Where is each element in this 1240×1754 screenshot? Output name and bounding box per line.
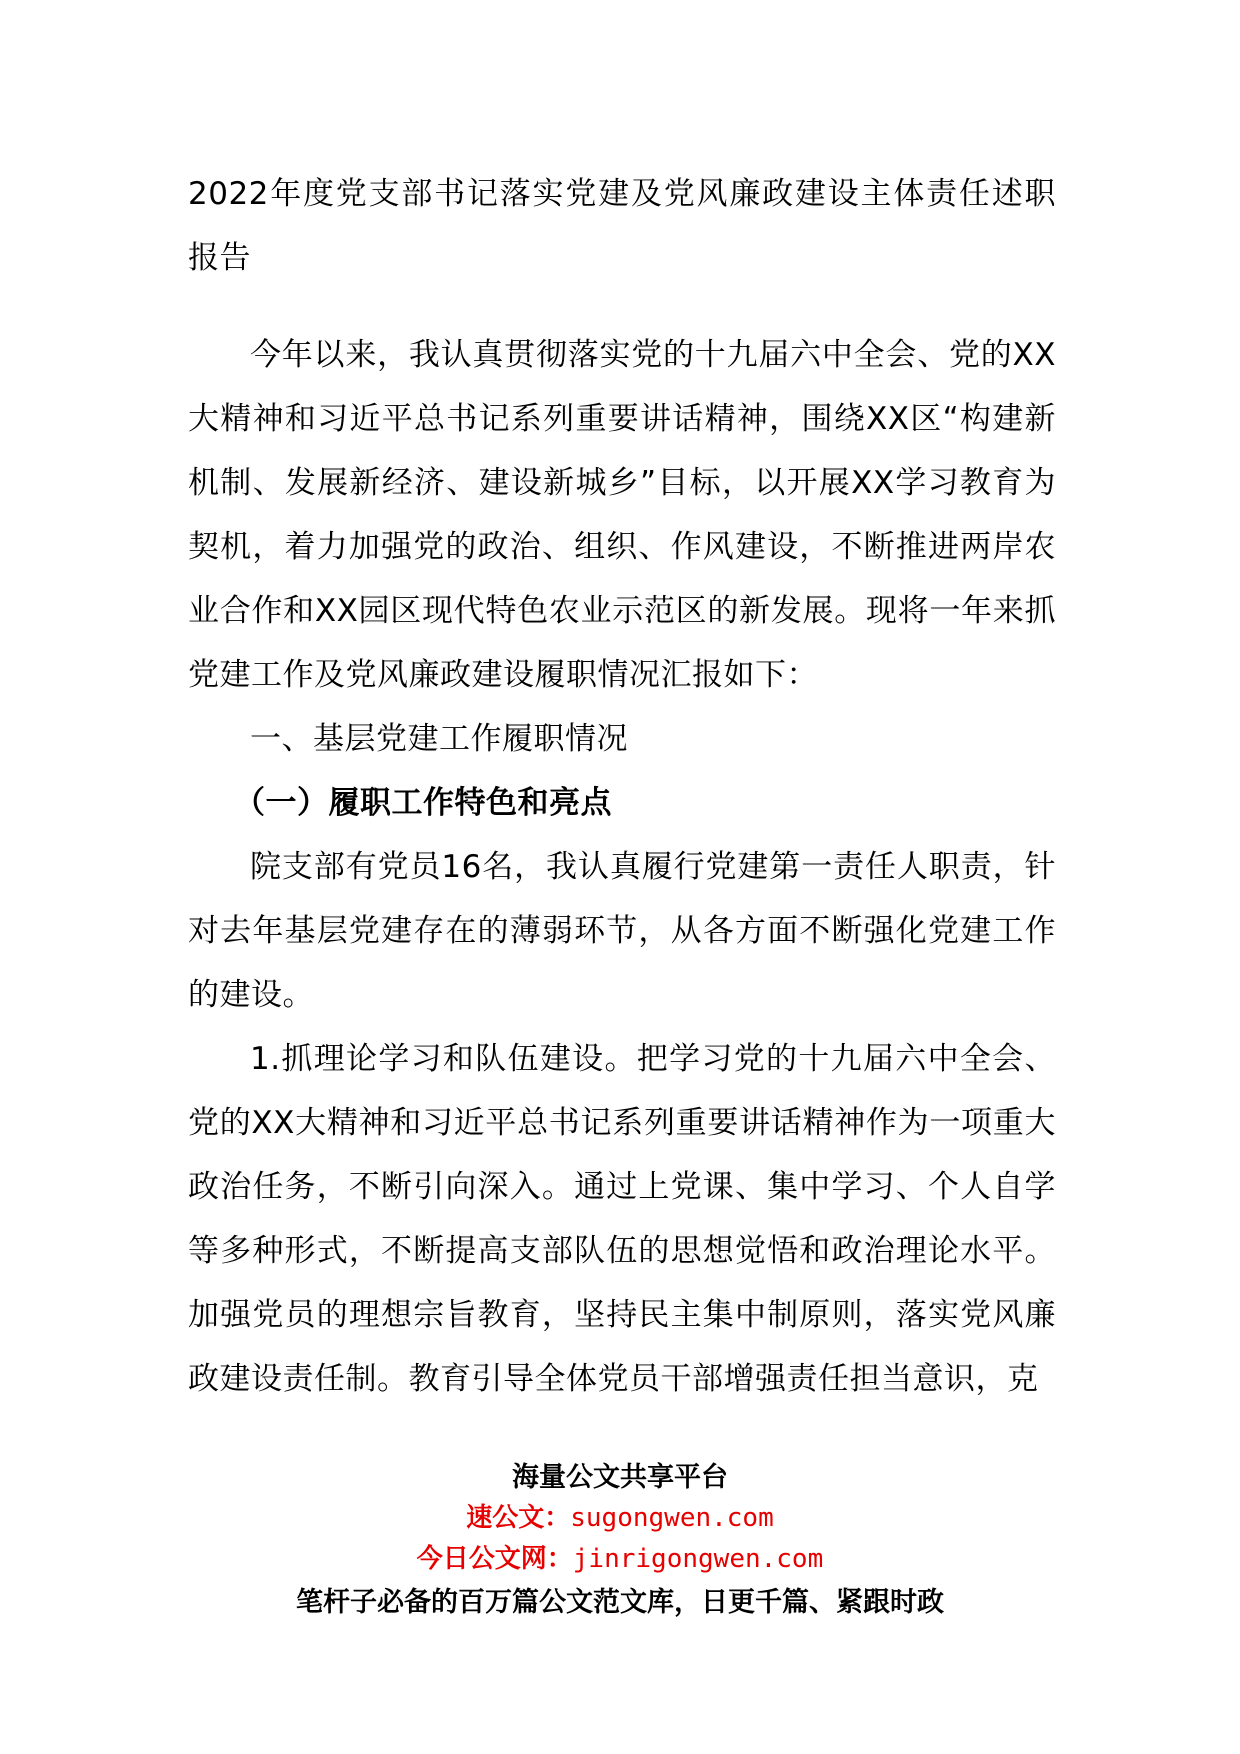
subsection-heading-1: （一）履职工作特色和亮点 <box>234 785 612 821</box>
footer-site2-link[interactable]: jinrigongwen.com <box>572 1544 824 1574</box>
footer-platform: 海量公文共享平台 <box>512 1462 728 1493</box>
section-heading-1: 一、基层党建工作履职情况 <box>250 721 628 757</box>
footer-site-jinrigongwen[interactable] <box>0 1538 1240 1575</box>
footer-site1-link[interactable]: sugongwen.com <box>570 1503 774 1533</box>
footer-site-sugongwen[interactable] <box>0 1497 1240 1534</box>
paragraph-intro: 今年以来，我认真贯彻落实党的十九届六中全会、党的XX大精神和习近平总书记系列重要讲话精神，围绕XX区“构建新机制、发展新经济、建设新城乡”目标，以开展XX学习教育为契机，着力加强党的政治、组织、作风建设，不断推进两岸农业合作和XX园区现代特色农业示范区的新发展。现将一年来抓党建工作及党风廉政建设履职情况汇报如下： <box>188 337 1056 693</box>
document-body <box>188 323 1056 1411</box>
footer-slogan: 笔杆子必备的百万篇公文范文库，日更千篇、紧跟时政 <box>296 1587 944 1618</box>
paragraph-2: 1.抓理论学习和队伍建设。把学习党的十九届六中全会、党的XX大精神和习近平总书记系列重要讲话精神作为一项重大政治任务，不断引向深入。通过上党课、集中学习、个人自学等多种形式，不断提高支部队伍的思想觉悟和政治理论水平。加强党员的理想宗旨教育，坚持民主集中制原则，落实党风廉政建设责任制。教育引导全体党员干部增强责任担当意识，克 <box>188 1041 1056 1397</box>
footer-site1-label: 速公文： <box>466 1503 571 1533</box>
document-title-text: 2022年度党支部书记落实党建及党风廉政建设主体责任述职报告 <box>188 176 1056 276</box>
paragraph-1: 院支部有党员16名，我认真履行党建第一责任人职责，针对去年基层党建存在的薄弱环节，从各方面不断强化党建工作的建设。 <box>188 849 1056 1013</box>
footer-site2-label: 今日公文网： <box>416 1544 573 1574</box>
document-title <box>188 162 1056 290</box>
